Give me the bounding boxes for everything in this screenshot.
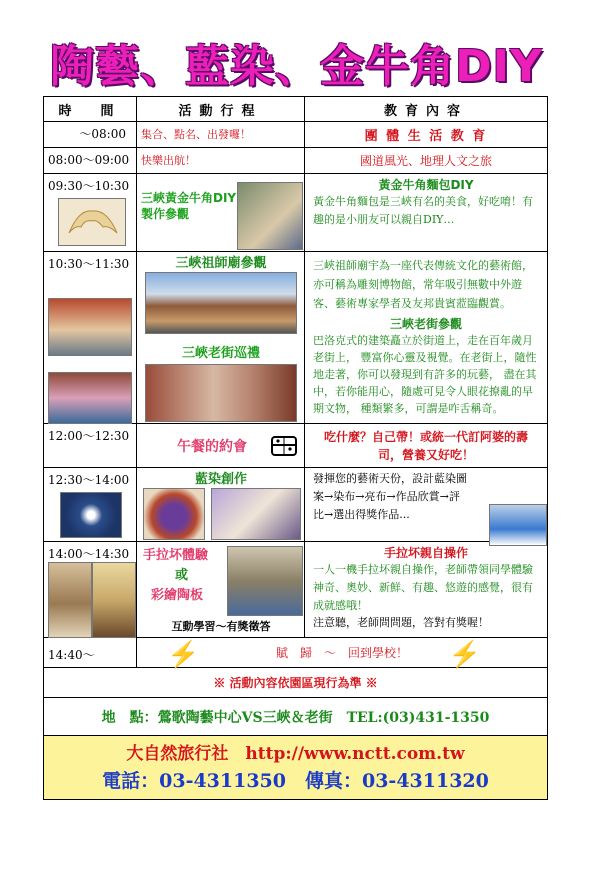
activity-cell: 集合、點名、出發囉！ <box>137 122 305 148</box>
schedule-table <box>43 96 548 800</box>
activity-cell <box>137 468 305 542</box>
activity-label: 午餐的約會 <box>177 439 247 455</box>
header-activity: 活動行程 <box>137 97 305 122</box>
indigo-dye-photo <box>60 492 122 538</box>
activity-label: 三峽黃金牛角DIY製作參觀 <box>141 191 237 221</box>
old-street-photo <box>145 364 297 422</box>
table-row <box>44 638 548 668</box>
table-row <box>44 252 548 424</box>
diy-photo <box>237 182 303 250</box>
temple-group-photo <box>48 298 132 356</box>
pottery-class-photo <box>227 546 303 616</box>
table-row <box>44 122 548 148</box>
education-cell: 吃什麼？自己帶！或統一代訂阿婆的壽司，營養又好吃！ <box>305 424 548 468</box>
activity-label-or: 或 <box>175 568 189 583</box>
education-text-oldstreet: 巴洛克式的建築矗立於街道上，走在百年歲月老街上， 豐富你心靈及視覺。在老街上，隨性地走著，你可以發現到有許多的玩藝， 盡在其中，若你能用心，隨處可見令人眼花撩亂的早期文物， 種類繁多，可謂是咋舌稱奇。 <box>313 334 537 415</box>
education-cell: 團 體 生 活 教 育 <box>305 122 548 148</box>
table-row <box>44 174 548 252</box>
table-row <box>44 468 548 542</box>
time-cell <box>44 174 137 252</box>
street-group-photo <box>48 372 132 424</box>
lightning-icon: ⚡ <box>448 640 481 670</box>
page-title: 陶藝、藍染、金牛角DIY <box>50 41 543 92</box>
time-cell: 14:40～ <box>44 638 137 668</box>
activity-label-temple: 三峽祖師廟參觀 <box>175 256 267 271</box>
header-time: 時 間 <box>44 97 137 122</box>
contact-text: 電話：03-4311350 傳真：03-4311320 <box>102 769 489 792</box>
activity-cell <box>137 638 548 668</box>
activity-label-oldstreet: 三峽老街巡禮 <box>181 346 260 361</box>
time-label: 12:30～14:00 <box>48 473 130 487</box>
education-text: 黃金牛角麵包是三峽有名的美食，好吃唷！有趣的是小朋友可以親自DIY… <box>313 195 533 226</box>
time-label: 10:30～11:30 <box>48 257 130 271</box>
activity-label: 藍染創作 <box>194 472 247 487</box>
location-row <box>44 698 548 736</box>
note-text: ※ 活動內容依園區現行為準 ※ <box>44 668 548 698</box>
activity-cell <box>137 542 305 638</box>
activity-cell: 快樂出航！ <box>137 148 305 174</box>
activity-cell <box>137 424 305 468</box>
education-title: 黃金牛角麵包DIY <box>378 178 474 192</box>
location-text: 地 點：鶯歌陶藝中心VS三峽＆老街 TEL:(03)431-1350 <box>44 698 548 736</box>
time-cell: ～08:00 <box>44 122 137 148</box>
agency-box <box>44 736 548 800</box>
lunchbox-icon <box>267 428 301 462</box>
table-header-row <box>44 97 548 122</box>
croissant-photo <box>58 198 126 246</box>
activity-label: 賦 歸 ～ 回到學校！ <box>275 646 408 660</box>
education-cell <box>305 542 548 638</box>
lightning-icon: ⚡ <box>167 640 200 670</box>
activity-cell <box>137 174 305 252</box>
table-row <box>44 542 548 638</box>
time-label: 09:30～10:30 <box>48 179 130 193</box>
education-title-oldstreet: 三峽老街參觀 <box>389 317 462 331</box>
students-photo <box>489 504 547 546</box>
time-cell <box>44 252 137 424</box>
education-text-temple: 三峽祖師廟宇為一座代表傳統文化的藝術館，亦可稱為雕刻博物館，常年吸引無數中外遊客、藝術專家學者及友邦貴賓蒞臨觀賞。 <box>313 259 533 310</box>
activity-label-quiz: 互動學習～有獎徵答 <box>171 620 271 633</box>
activity-label-wheel: 手拉坏體驗 <box>143 548 209 563</box>
dye-bowl-photo <box>143 488 205 540</box>
pottery-photo-1 <box>48 562 92 638</box>
education-cell: 國道風光、地理人文之旅 <box>305 148 548 174</box>
education-text: 一人一機手拉坏親自操作，老師帶領同學體驗神奇、奧妙、新鮮、有趣、悠遊的感覺，很有成就感哦！ <box>313 563 533 612</box>
activity-label-painting: 彩繪陶板 <box>151 588 204 603</box>
education-text: 發揮您的藝術天份，設計藍染圖案→染布→亮布→作品欣賞→評比→選出得獎作品... <box>313 472 467 521</box>
education-cell <box>305 174 548 252</box>
time-label: 14:00～14:30 <box>48 547 130 561</box>
education-note: 注意聽，老師問問題，答對有獎喔！ <box>313 616 489 629</box>
time-cell: 08:00～09:00 <box>44 148 137 174</box>
dye-class-photo <box>211 488 301 540</box>
table-row <box>44 148 548 174</box>
education-title: 手拉坏親自操作 <box>383 546 468 560</box>
education-cell <box>305 468 548 542</box>
temple-photo <box>145 272 297 334</box>
note-row <box>44 668 548 698</box>
pottery-photo-2 <box>92 562 136 638</box>
agency-text: 大自然旅行社 http://www.nctt.com.tw <box>126 743 465 764</box>
time-cell <box>44 468 137 542</box>
activity-cell <box>137 252 305 424</box>
table-row <box>44 424 548 468</box>
agency-row <box>44 736 548 800</box>
time-cell <box>44 542 137 638</box>
time-cell: 12:00～12:30 <box>44 424 137 468</box>
croissant-icon <box>59 199 125 245</box>
header-education: 教育內容 <box>305 97 548 122</box>
education-cell <box>305 252 548 424</box>
